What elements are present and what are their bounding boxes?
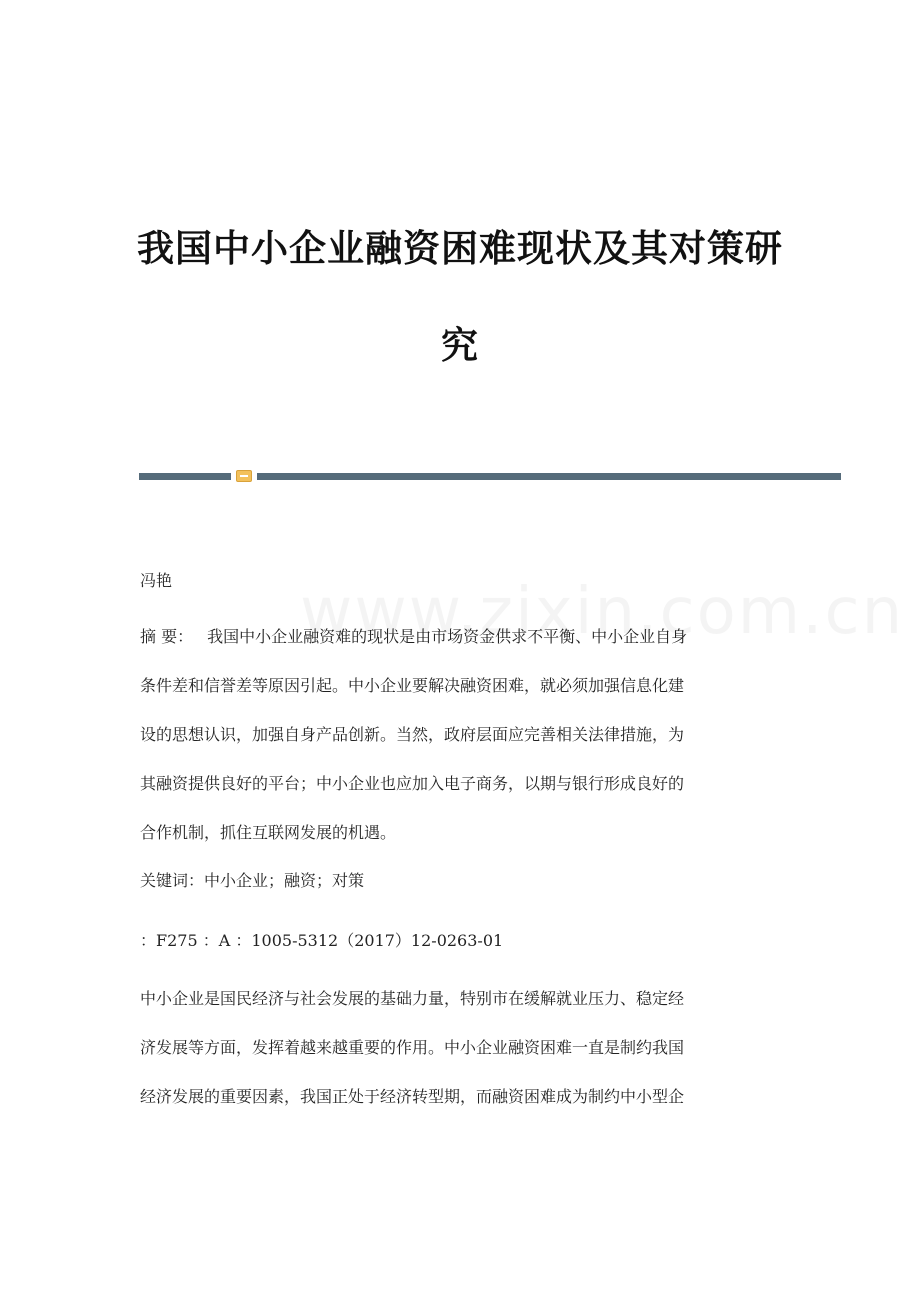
page-title-line-2: 究: [441, 324, 479, 367]
author-name: 冯艳: [140, 571, 173, 590]
title-divider: [139, 470, 841, 482]
abstract-line-5: 合作机制，抓住互联网发展的机遇。: [140, 823, 397, 842]
body-line-3: 经济发展的重要因素，我国正处于经济转型期，而融资困难成为制约中小型企: [140, 1087, 685, 1106]
keywords-label: 关键词：: [140, 871, 205, 890]
divider-bar-left: [139, 473, 231, 480]
keywords-value: 中小企业；融资；对策: [204, 871, 365, 890]
keywords: [140, 856, 780, 905]
abstract-line-4: 其融资提供良好的平台；中小企业也应加入电子商务，以期与银行形成良好的: [140, 774, 685, 793]
abstract-line-3: 设的思想认识，加强自身产品创新。当然，政府层面应完善相关法律措施，为: [140, 725, 685, 744]
page-title-line-1: 我国中小企业融资困难现状及其对策研: [137, 227, 783, 270]
body-text: [140, 974, 780, 1121]
classification-codes: ：F275 ：A ：1005-5312（2017）12-0263-01: [140, 931, 504, 950]
abstract-line-2: 条件差和信誉差等原因引起。中小企业要解决融资困难，就必须加强信息化建: [140, 676, 685, 695]
abstract: [140, 612, 780, 857]
abstract-line-1: 摘 要： 我国中小企业融资难的现状是由市场资金供求不平衡、中小企业自身: [140, 627, 688, 646]
divider-bar-right: [257, 473, 841, 480]
divider-mark-icon: [236, 470, 252, 482]
abstract-label: 摘 要：: [140, 627, 194, 646]
body-line-2: 济发展等方面，发挥着越来越重要的作用。中小企业融资困难一直是制约我国: [140, 1038, 685, 1057]
body-line-1: 中小企业是国民经济与社会发展的基础力量，特别市在缓解就业压力、稳定经: [140, 989, 685, 1008]
